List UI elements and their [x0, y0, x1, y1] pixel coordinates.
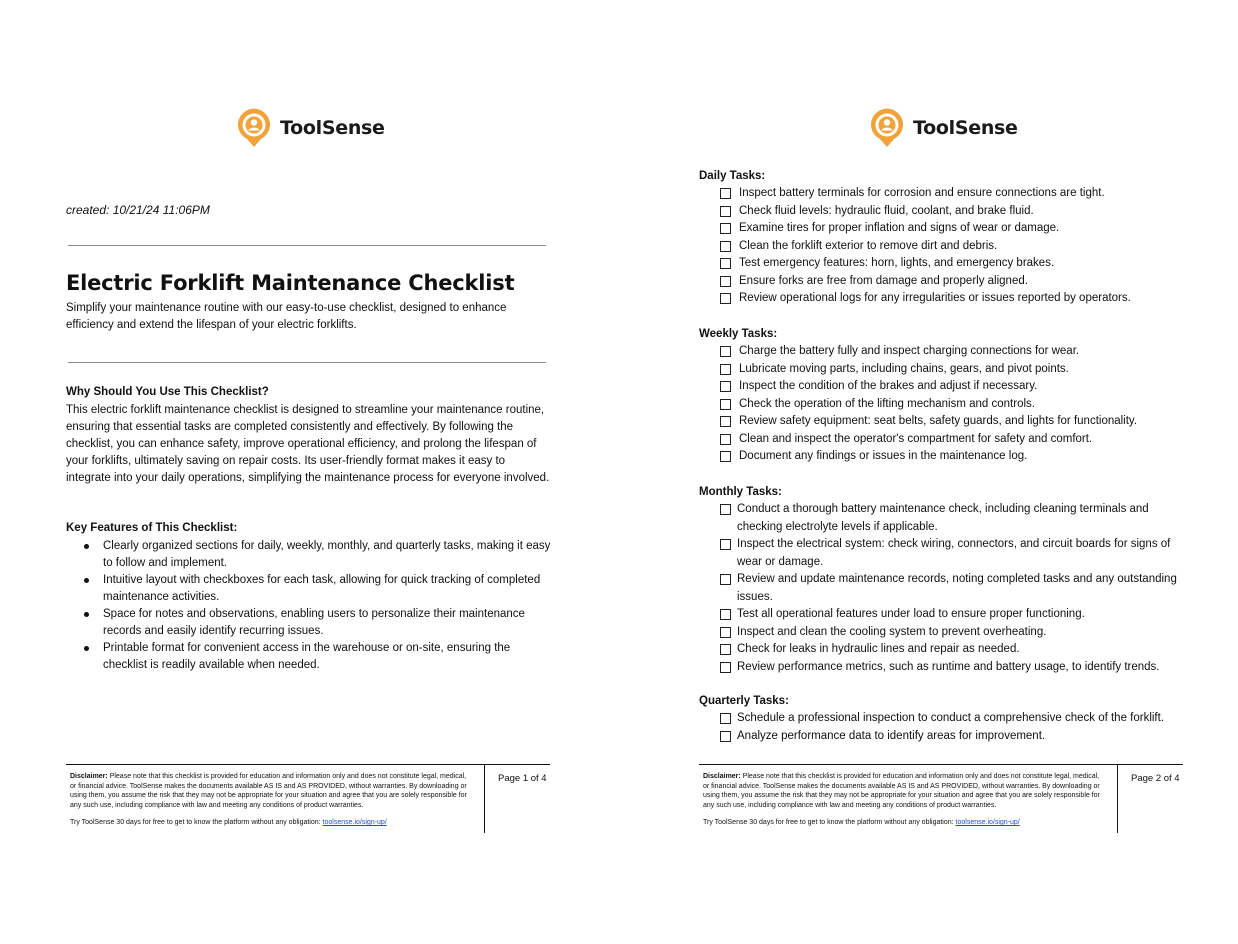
- why-heading: Why Should You Use This Checklist?: [66, 386, 269, 398]
- checklist-item: Clean and inspect the operator's compartment for safety and comfort.: [699, 431, 1189, 449]
- checklist-item: Check fluid levels: hydraulic fluid, coolant, and brake fluid.: [699, 203, 1189, 221]
- features-list: [84, 538, 554, 674]
- checkbox[interactable]: [720, 206, 731, 217]
- list-item: Clearly organized sections for daily, weekly, monthly, and quarterly tasks, making it easy to follow and implement.: [84, 538, 554, 572]
- divider: [68, 362, 546, 363]
- checklist-item: Check for leaks in hydraulic lines and repair as needed.: [699, 641, 1189, 659]
- bullet-icon: [84, 612, 89, 617]
- brand-name: ToolSense: [280, 117, 385, 139]
- checklist-item: Check the operation of the lifting mechanism and controls.: [699, 396, 1189, 414]
- checklist-item: Examine tires for proper inflation and signs of wear or damage.: [699, 220, 1189, 238]
- page-title: Electric Forklift Maintenance Checklist: [66, 271, 515, 295]
- checkbox[interactable]: [720, 731, 731, 742]
- intro-text: Simplify your maintenance routine with our easy-to-use checklist, designed to enhance efficiency and extend the lifespan of your electric forklifts.: [66, 302, 507, 331]
- checklist-item: Lubricate moving parts, including chains, gears, and pivot points.: [699, 361, 1189, 379]
- bullet-icon: [84, 646, 89, 651]
- checkbox[interactable]: [720, 539, 731, 550]
- checklist-item: Inspect and clean the cooling system to prevent overheating.: [699, 624, 1189, 642]
- checklist-item: Charge the battery fully and inspect charging connections for wear.: [699, 343, 1189, 361]
- page-footer: [699, 764, 1183, 833]
- trial-note: Try ToolSense 30 days for free to get to know the platform without any obligation: toolsense.io/sign-up/: [70, 819, 387, 826]
- page-2: [619, 0, 1238, 944]
- checkbox[interactable]: [720, 188, 731, 199]
- checklist-item: Document any findings or issues in the maintenance log.: [699, 448, 1189, 466]
- why-text: This electric forklift maintenance checklist is designed to streamline your maintenance routine, ensuring that essential tasks are completed consistently and effectively. By following the checklist, you can enhance safety, improve operational efficiency, and prolong the lifespan of your forklifts, ultimately saving on repair costs. Its user-friendly format makes it easy to integrate into your daily operations, simplifying the maintenance process for everyone involved.: [66, 404, 550, 484]
- location-pin-logo-icon: [236, 108, 272, 148]
- brand-name: ToolSense: [913, 117, 1018, 139]
- checkbox[interactable]: [720, 416, 731, 427]
- checklist-item: Clean the forklift exterior to remove dirt and debris.: [699, 238, 1189, 256]
- section-heading: Monthly Tasks:: [699, 486, 782, 498]
- page-number: Page 2 of 4: [1131, 773, 1180, 784]
- checklist-item: Inspect battery terminals for corrosion and ensure connections are tight.: [699, 185, 1189, 203]
- quarterly-tasks-section: [699, 692, 1189, 745]
- footer-divider: [484, 765, 485, 833]
- toolsense-logo: [236, 108, 385, 148]
- checklist-item: Test emergency features: horn, lights, and emergency brakes.: [699, 255, 1189, 273]
- signup-link[interactable]: toolsense.io/sign-up/: [955, 819, 1020, 826]
- daily-tasks-section: [699, 167, 1189, 308]
- checkbox[interactable]: [720, 276, 731, 287]
- signup-link[interactable]: toolsense.io/sign-up/: [322, 819, 387, 826]
- checkbox[interactable]: [720, 504, 731, 515]
- checkbox[interactable]: [720, 662, 731, 673]
- checkbox[interactable]: [720, 627, 731, 638]
- checklist-item: Review operational logs for any irregularities or issues reported by operators.: [699, 290, 1189, 308]
- checkbox[interactable]: [720, 399, 731, 410]
- monthly-tasks-section: [699, 483, 1189, 676]
- checklist-item: Review and update maintenance records, noting completed tasks and any outstanding issues.: [699, 571, 1189, 606]
- checkbox[interactable]: [720, 258, 731, 269]
- checkbox[interactable]: [720, 713, 731, 724]
- section-heading: Weekly Tasks:: [699, 328, 778, 340]
- disclaimer: Disclaimer: Please note that this checklist is provided for education and information only and does not constitute legal, medical, or financial advice. ToolSense makes the documents available AS IS and AS PROVIDED, without warranties. By downloading or using them, you assume the risk that they may not be appropriate for your situation and agree that you are solely responsible for any such use, including compliance with law and meeting any conditions of product warranties.: [703, 773, 1100, 809]
- checkbox[interactable]: [720, 609, 731, 620]
- weekly-tasks-section: [699, 325, 1189, 466]
- checklist-item: Ensure forks are free from damage and properly aligned.: [699, 273, 1189, 291]
- checklist-item: Test all operational features under load to ensure proper functioning.: [699, 606, 1189, 624]
- section-heading: Quarterly Tasks:: [699, 695, 789, 707]
- list-item: Intuitive layout with checkboxes for each task, allowing for quick tracking of completed maintenance activities.: [84, 572, 554, 606]
- checkbox[interactable]: [720, 223, 731, 234]
- page-footer: [66, 764, 550, 833]
- bullet-icon: [84, 578, 89, 583]
- checkbox[interactable]: [720, 644, 731, 655]
- checkbox[interactable]: [720, 434, 731, 445]
- checkbox[interactable]: [720, 451, 731, 462]
- page-number: Page 1 of 4: [498, 773, 547, 784]
- trial-note: Try ToolSense 30 days for free to get to know the platform without any obligation: toolsense.io/sign-up/: [703, 819, 1020, 826]
- created-date: created: 10/21/24 11:06PM: [66, 203, 210, 217]
- checklist-item: Review performance metrics, such as runtime and battery usage, to identify trends.: [699, 659, 1189, 677]
- checklist-item: Inspect the electrical system: check wiring, connectors, and circuit boards for signs of wear or damage.: [699, 536, 1189, 571]
- bullet-icon: [84, 544, 89, 549]
- checklist-item: Schedule a professional inspection to conduct a comprehensive check of the forklift.: [699, 710, 1189, 728]
- list-item: Printable format for convenient access in the warehouse or on-site, ensuring the checklist is readily available when needed.: [84, 640, 554, 674]
- list-item: Space for notes and observations, enabling users to personalize their maintenance records and easily identify recurring issues.: [84, 606, 554, 640]
- footer-divider: [1117, 765, 1118, 833]
- checkbox[interactable]: [720, 293, 731, 304]
- location-pin-logo-icon: [869, 108, 905, 148]
- checklist-item: Analyze performance data to identify areas for improvement.: [699, 728, 1189, 746]
- section-heading: Daily Tasks:: [699, 170, 766, 182]
- disclaimer: Disclaimer: Please note that this checklist is provided for education and information only and does not constitute legal, medical, or financial advice. ToolSense makes the documents available AS IS and AS PROVIDED, without warranties. By downloading or using them, you assume the risk that they may not be appropriate for your situation and agree that you are solely responsible for any such use, including compliance with law and meeting any conditions of product warranties.: [70, 773, 467, 809]
- checkbox[interactable]: [720, 574, 731, 585]
- checkbox[interactable]: [720, 381, 731, 392]
- divider: [68, 245, 546, 246]
- checkbox[interactable]: [720, 364, 731, 375]
- checklist-item: Inspect the condition of the brakes and adjust if necessary.: [699, 378, 1189, 396]
- checkbox[interactable]: [720, 241, 731, 252]
- checkbox[interactable]: [720, 346, 731, 357]
- checklist-item: Review safety equipment: seat belts, safety guards, and lights for functionality.: [699, 413, 1189, 431]
- features-heading: Key Features of This Checklist:: [66, 522, 238, 534]
- toolsense-logo: [869, 108, 1018, 148]
- checklist-item: Conduct a thorough battery maintenance check, including cleaning terminals and checking electrolyte levels if applicable.: [699, 501, 1189, 536]
